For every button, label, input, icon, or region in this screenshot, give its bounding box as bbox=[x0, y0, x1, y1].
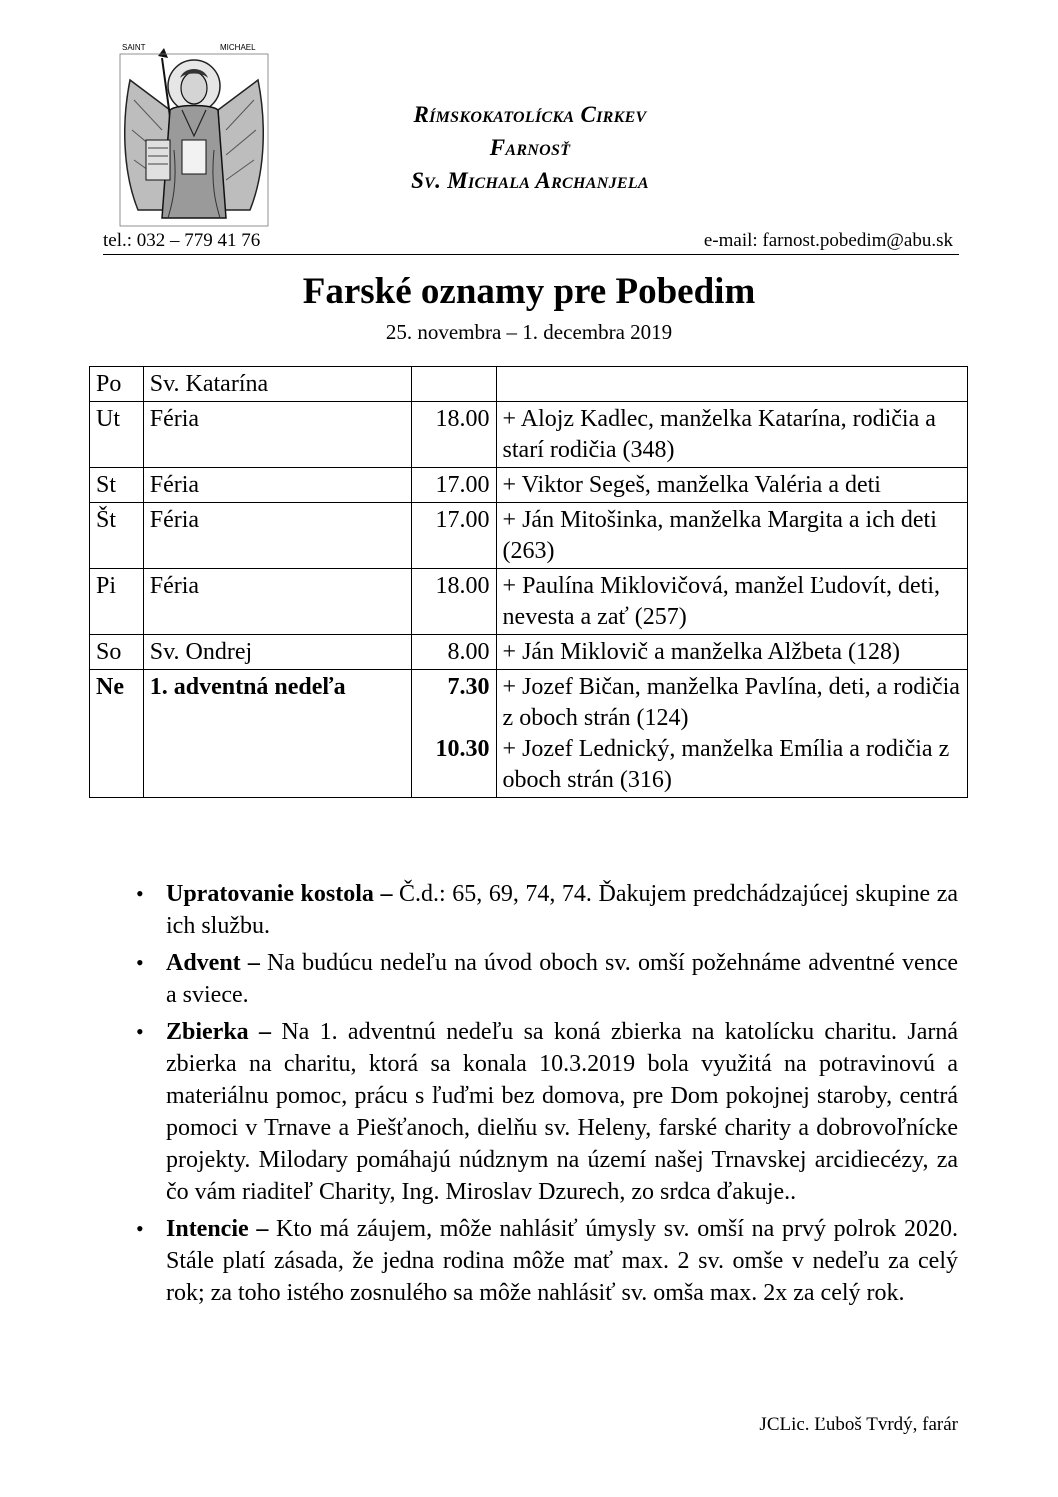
announcement-lead: Advent – bbox=[166, 950, 260, 976]
mass-intention: + Ján Miklovič a manželka Alžbeta (128) bbox=[502, 639, 900, 665]
mass-intention: + Jozef Lednický, manželka Emília a rodičia z oboch strán (316) bbox=[502, 736, 950, 793]
mass-intention: + Jozef Bičan, manželka Pavlína, deti, a rodičia z oboch strán (124) bbox=[502, 674, 960, 731]
schedule-row bbox=[90, 670, 968, 798]
schedule-feast: Féria bbox=[143, 503, 412, 569]
announcement-item bbox=[130, 1213, 958, 1309]
schedule-day: Pi bbox=[90, 569, 144, 635]
signature: JCLic. Ľuboš Tvrdý, farár bbox=[759, 1414, 958, 1435]
announcement-text: Kto má záujem, môže nahlásiť úmysly sv. omší na prvý polrok 2020. Stále platí zásada, že jedna rodina môže mať max. 2 sv. omše v nedeľu za celý rok; za toho istého zosnulého sa môže nahlásiť sv. omša max. 2x za celý rok. bbox=[166, 1216, 958, 1306]
announcement-lead: Intencie – bbox=[166, 1216, 269, 1242]
schedule-row bbox=[90, 367, 968, 402]
schedule-row bbox=[90, 468, 968, 503]
bullet-icon: • bbox=[136, 881, 144, 906]
schedule-time-cell bbox=[412, 503, 496, 569]
announcement-item bbox=[130, 878, 958, 942]
mass-intention: + Alojz Kadlec, manželka Katarína, rodičia a starí rodičia (348) bbox=[502, 406, 936, 463]
saint-michael-archangel-icon bbox=[118, 40, 270, 230]
schedule-intention-cell bbox=[496, 402, 967, 468]
bullet-icon: • bbox=[136, 950, 144, 975]
schedule-time-cell bbox=[412, 569, 496, 635]
mass-time: 17.00 bbox=[435, 507, 490, 533]
mass-intention: + Viktor Segeš, manželka Valéria a deti bbox=[502, 472, 881, 498]
schedule-feast: Féria bbox=[143, 402, 412, 468]
mass-time: 18.00 bbox=[435, 573, 490, 599]
org-line-church: Rímskokatolícka Cirkev bbox=[413, 102, 647, 127]
announcement-text: Na budúcu nedeľu na úvod oboch sv. omší požehnáme adventné vence a sviece. bbox=[166, 950, 959, 1008]
schedule-intention-cell bbox=[496, 635, 967, 670]
schedule-feast: Sv. Ondrej bbox=[143, 635, 412, 670]
announcement-item bbox=[130, 1016, 958, 1208]
schedule-row bbox=[90, 503, 968, 569]
announcement-item bbox=[130, 947, 958, 1011]
schedule-intention-cell bbox=[496, 670, 967, 798]
schedule-day: Ut bbox=[90, 402, 144, 468]
schedule-day: Po bbox=[90, 367, 144, 402]
schedule-intention-cell bbox=[496, 503, 967, 569]
org-line-patron: Sv. Michala Archanjela bbox=[411, 168, 649, 193]
email-address: e-mail: farnost.pobedim@abu.sk bbox=[703, 230, 953, 251]
mass-time: 8.00 bbox=[447, 639, 490, 665]
announcement-text: Č.d.: 65, 69, 74, 74. Ďakujem predchádzajúcej skupine za ich službu. bbox=[166, 881, 959, 939]
schedule-time-cell bbox=[412, 635, 496, 670]
mass-time: 17.00 bbox=[435, 472, 490, 498]
schedule-time-cell bbox=[412, 670, 496, 798]
parish-name-block bbox=[300, 98, 760, 197]
announcement-lead: Zbierka – bbox=[166, 1019, 271, 1045]
schedule-intention-cell bbox=[496, 569, 967, 635]
announcements-list bbox=[130, 878, 958, 1314]
schedule-intention-cell bbox=[496, 367, 967, 402]
date-range: 25. novembra – 1. decembra 2019 bbox=[385, 320, 673, 344]
schedule-feast: Féria bbox=[143, 468, 412, 503]
schedule-day: Ne bbox=[90, 670, 144, 798]
icon-caption-right: MICHAEL bbox=[220, 43, 256, 52]
bullet-icon: • bbox=[136, 1216, 144, 1241]
schedule-row bbox=[90, 569, 968, 635]
bullet-icon: • bbox=[136, 1019, 144, 1044]
page-title: Farské oznamy pre Pobedim bbox=[302, 271, 756, 312]
schedule-day: Št bbox=[90, 503, 144, 569]
mass-time: 7.30 bbox=[447, 674, 490, 700]
schedule-row bbox=[90, 635, 968, 670]
mass-intention: + Paulína Miklovičová, manžel Ľudovít, deti, nevesta a zať (257) bbox=[502, 573, 940, 630]
schedule-day: So bbox=[90, 635, 144, 670]
mass-time: 18.00 bbox=[435, 406, 490, 432]
schedule-row bbox=[90, 402, 968, 468]
mass-schedule-table bbox=[89, 366, 968, 798]
mass-intention: + Ján Mitošinka, manželka Margita a ich deti (263) bbox=[502, 507, 937, 564]
org-line-parish: Farnosť bbox=[489, 135, 571, 160]
schedule-time-cell bbox=[412, 367, 496, 402]
schedule-feast: 1. adventná nedeľa bbox=[143, 670, 412, 798]
contact-bar bbox=[103, 228, 959, 255]
announcement-text: Na 1. adventnú nedeľu sa koná zbierka na katolícku charitu. Jarná zbierka na charitu, ktorá sa konala 10.3.2019 bola využitá na potravinovú a materiálnu pomoc, prácu s ľuďmi bez domova, pre Dom pokojnej staroby, centrá pomoci v Trnave a Piešťanoch, dielňu sv. Heleny, farské charity a dobrovoľnícke projekty. Milodary pomáhajú núdznym na území našej Trnavskej arcidiecézy, za čo vám riaditeľ Charity, Ing. Miroslav Dzurech, zo srdca ďakuje.. bbox=[166, 1019, 958, 1205]
schedule-intention-cell bbox=[496, 468, 967, 503]
schedule-time-cell bbox=[412, 402, 496, 468]
icon-caption-left: SAINT bbox=[122, 43, 146, 52]
phone-number: tel.: 032 – 779 41 76 bbox=[103, 230, 261, 251]
schedule-feast: Sv. Katarína bbox=[143, 367, 412, 402]
schedule-feast: Féria bbox=[143, 569, 412, 635]
schedule-day: St bbox=[90, 468, 144, 503]
mass-time: 10.30 bbox=[435, 736, 490, 762]
announcement-lead: Upratovanie kostola – bbox=[166, 881, 393, 907]
schedule-time-cell bbox=[412, 468, 496, 503]
